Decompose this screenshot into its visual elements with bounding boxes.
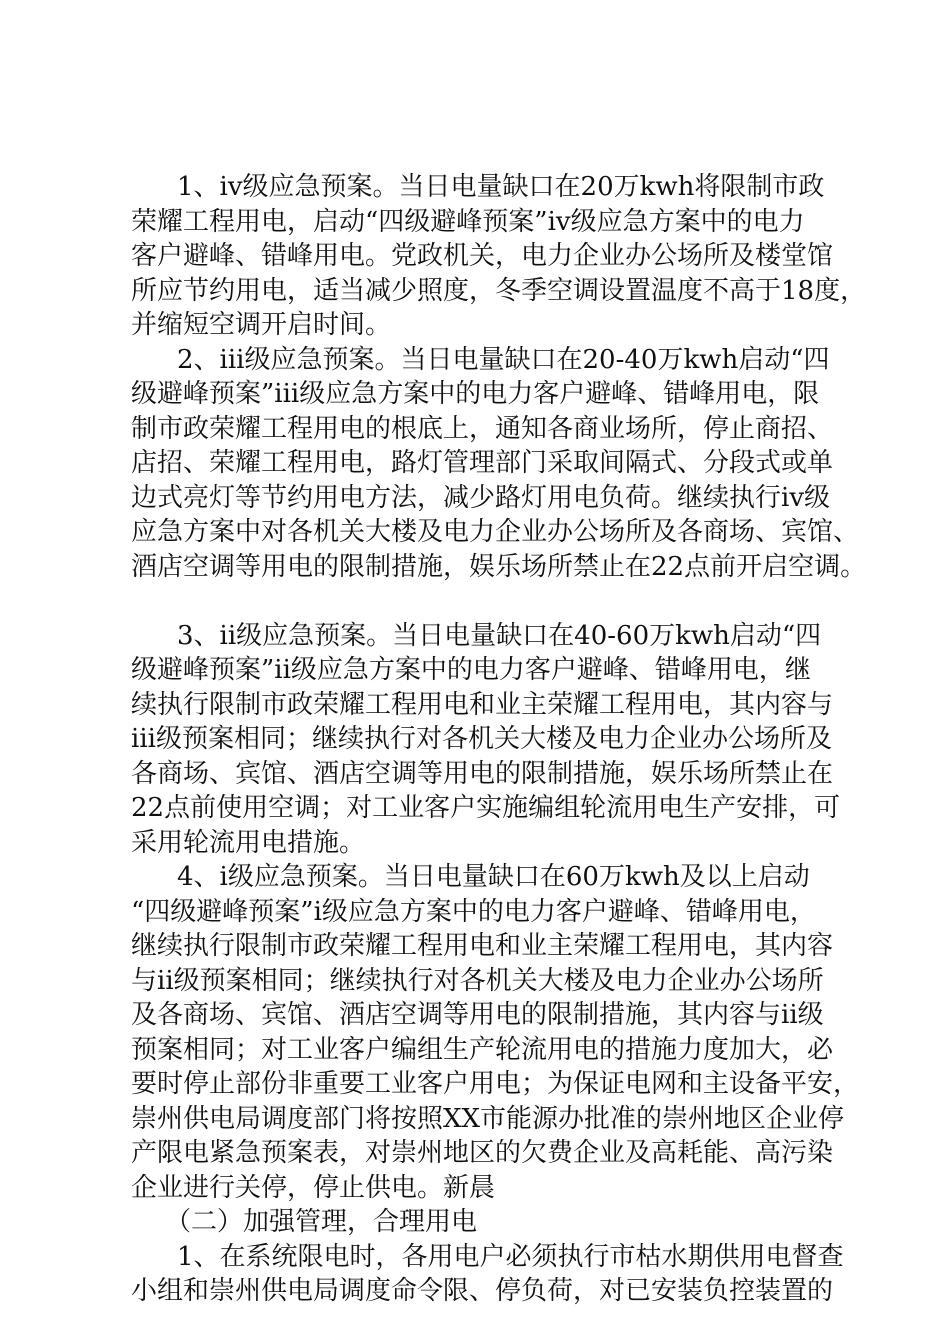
paragraph-line: 2、iii级应急预案。当日电量缺口在20-40万kwh启动“四 <box>177 344 830 375</box>
paragraph-2 <box>131 343 867 585</box>
paragraph-line: 及各商场、宾馆、酒店空调等用电的限制措施，其内容与ii级 <box>131 1000 824 1030</box>
paragraph-line: 3、ii级应急预案。当日电量缺口在40-60万kwh启动“四 <box>177 620 822 651</box>
section-heading-text: （二）加强管理，合理用电 <box>165 1207 478 1237</box>
paragraph-line: 续执行限制市政荣耀工程用电和业主荣耀工程用电，其内容与 <box>131 689 834 720</box>
paragraph-line: 1、在系统限电时，各用电户必须执行市枯水期供用电督查 <box>177 1241 844 1272</box>
paragraph-line: 4、i级应急预案。当日电量缺口在60万kwh及以上启动 <box>177 862 810 892</box>
paragraph-spacer <box>131 584 851 619</box>
paragraph-line: 产限电紧急预案表，对崇州地区的欠费企业及高耗能、高污染 <box>131 1138 834 1168</box>
paragraph-line: 小组和崇州供电局调度命令限、停负荷，对已安装负控装置的 <box>131 1276 834 1306</box>
paragraph-line: “四级避峰预案”i级应急方案中的电力客户避峰、错峰用电， <box>131 896 816 927</box>
document-body <box>131 170 867 1309</box>
paragraph-line: 级避峰预案”iii级应急方案中的电力客户避峰、错峰用电，限 <box>131 379 820 409</box>
paragraph-line: 所应节约用电，适当减少照度，冬季空调设置温度不高于18度， <box>131 275 867 306</box>
paragraph-line: 与ii级预案相同；继续执行对各机关大楼及电力企业办公场所 <box>131 965 824 996</box>
paragraph-line: 各商场、宾馆、酒店空调等用电的限制措施，娱乐场所禁止在 <box>131 758 834 789</box>
paragraph-line: 制市政荣耀工程用电的根底上，通知各商业场所，停止商招、 <box>131 413 834 444</box>
section-heading <box>131 1205 851 1240</box>
paragraph-4 <box>131 860 860 1205</box>
paragraph-line: 采用轮流用电措施。 <box>131 827 366 858</box>
paragraph-line: 企业进行关停，停止供电。新晨 <box>131 1172 496 1203</box>
paragraph-line: 级避峰预案”ii级应急方案中的电力客户避峰、错峰用电，继 <box>131 655 811 685</box>
paragraph-line: 酒店空调等用电的限制措施，娱乐场所禁止在22点前开启空调。 <box>131 551 867 582</box>
paragraph-3 <box>131 619 851 861</box>
paragraph-line: 并缩短空调开启时间。 <box>131 310 392 340</box>
paragraph-line: 崇州供电局调度部门将按照XX市能源办批准的崇州地区企业停 <box>131 1103 845 1134</box>
paragraph-line: 边式亮灯等节约用电方法，减少路灯用电负荷。继续执行iv级 <box>131 482 831 513</box>
paragraph-line: 客户避峰、错峰用电。党政机关，电力企业办公场所及楼堂馆 <box>131 241 834 271</box>
paragraph-line: 22点前使用空调；对工业客户实施编组轮流用电生产安排，可 <box>131 793 841 823</box>
paragraph-line: 店招、荣耀工程用电，路灯管理部门采取间隔式、分段式或单 <box>131 448 834 478</box>
paragraph-line: 应急方案中对各机关大楼及电力企业办公场所及各商场、宾馆、 <box>131 517 860 547</box>
paragraph-line: iii级预案相同；继续执行对各机关大楼及电力企业办公场所及 <box>131 724 832 754</box>
paragraph-line: 继续执行限制市政荣耀工程用电和业主荣耀工程用电，其内容 <box>131 931 834 961</box>
paragraph-line: 1、iv级应急预案。当日电量缺口在20万kwh将限制市政 <box>177 172 825 202</box>
paragraph-line: 荣耀工程用电，启动“四级避峰预案”iv级应急方案中的电力 <box>131 206 805 237</box>
paragraph-line: 预案相同；对工业客户编组生产轮流用电的措施力度加大，必 <box>131 1034 834 1065</box>
paragraph-1 <box>131 170 867 343</box>
paragraph-line: 要时停止部份非重要工业客户用电；为保证电网和主设备平安， <box>131 1069 860 1099</box>
paragraph-5 <box>131 1240 851 1309</box>
